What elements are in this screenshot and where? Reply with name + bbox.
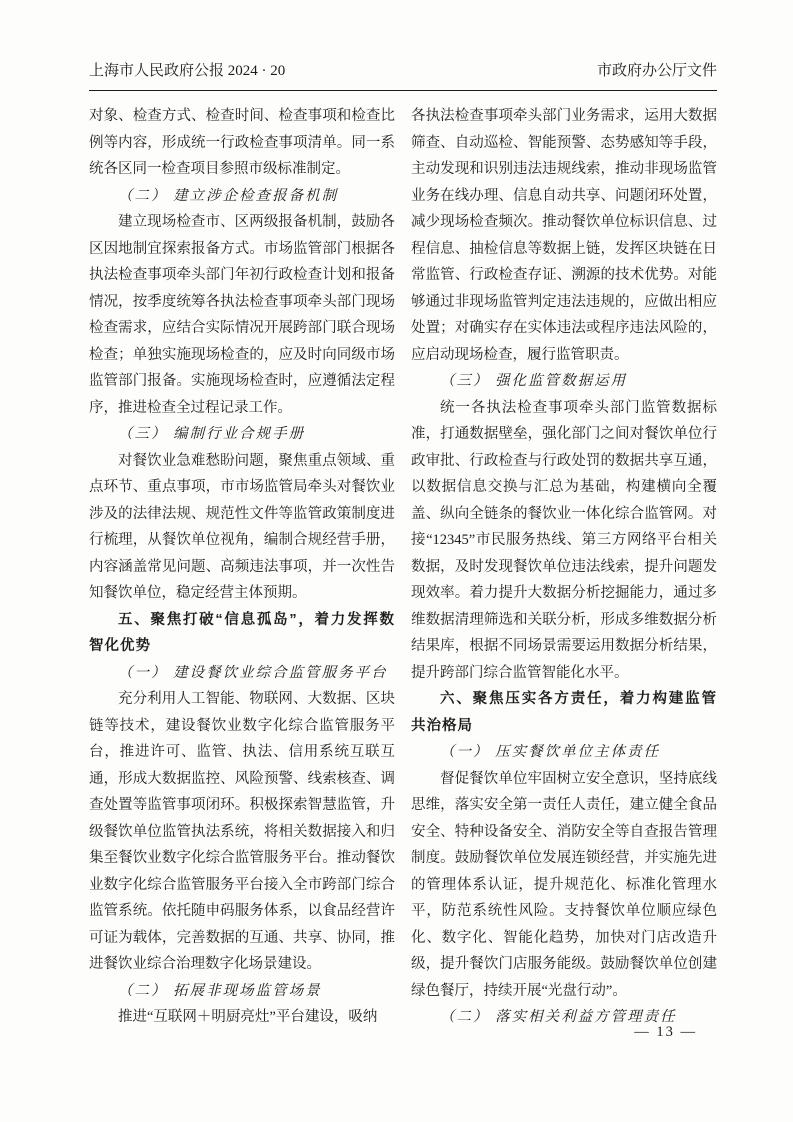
section-heading: 五、聚焦打破“信息孤岛”，着力发挥数智化优势	[89, 611, 395, 654]
right-column	[411, 103, 717, 1041]
document-body	[89, 103, 717, 1041]
page-header	[89, 60, 717, 90]
gazette-title: 上海市人民政府公报 2024 · 20	[89, 63, 286, 79]
section-heading: 六、聚焦压实各方责任，着力构建监管共治格局	[411, 691, 717, 734]
section-subheading: （三） 编制行业合规手册	[118, 426, 306, 442]
section-subheading: （二） 建立涉企检查报备机制	[118, 187, 339, 204]
paragraph: 统一各执法检查事项牵头部门监管数据标准，打通数据壁垒，强化部门之间对餐饮单位行政审批、行政检查与行政处罚的数据共享互通，以数据信息交换与汇总为基础，构建横向全覆盖、纵向全链条的餐饮业一体化综合监管网。对接“12345”市民服务热线、第三方网络平台相关数据，及时发现餐饮单位违法线索，提升问题发现效率。着力提升大数据分析挖掘能力，通过多维数据清理筛选和关联分析，形成多维数据分析结果库，根据不同场景需要运用数据分析结果，提升跨部门综合监管智能化水平。	[411, 399, 717, 681]
paragraph: 对象、检查方式、检查时间、检查事项和检查比例等内容，形成统一行政检查事项清单。同一系统各区同一检查项目参照市级标准制定。	[89, 108, 395, 177]
paragraph: 对餐饮业急难愁盼问题，聚焦重点领域、重点环节、重点事项，市市场监管局牵头对餐饮业涉及的法律法规、规范性文件等监管政策制度进行梳理，从餐饮单位视角，编制合规经营手册，内容涵盖常见问题、高频违法事项，并一次性告知餐饮单位，稳定经营主体预期。	[89, 452, 395, 601]
section-subheading: （一） 压实餐饮单位主体责任	[440, 744, 661, 760]
paragraph: 充分利用人工智能、物联网、大数据、区块链等技术，建设餐饮业数字化综合监管服务平台，推进许可、监管、执法、信用系统互联互通，形成大数据监控、风险预警、线索核查、调查处置等监管事项闭环。积极探索智慧监管，升级餐饮单位监管执法系统，将相关数据接入和归集至餐饮业数字化综合监管服务平台。推动餐饮业数字化综合监管服务平台接入全市跨部门综合监管系统。依托随申码服务体系，以食品经营许可证为载体，完善数据的互通、共享、协同，推进餐饮业综合治理数字化场景建设。	[89, 691, 395, 972]
page-number: — 13 —	[634, 1024, 697, 1040]
header-rule	[89, 90, 717, 91]
section-subheading: （二） 拓展非现场监管场景	[118, 982, 322, 999]
page-content	[89, 60, 717, 1041]
section-subheading: （二） 落实相关利益方管理责任	[440, 1009, 677, 1025]
paragraph: 建立现场检查市、区两级报备机制，鼓励各区因地制宜探索报备方式。市场监管部门根据各执法检查事项牵头部门年初行政检查计划和报备情况，按季度统筹各执法检查事项牵头部门现场检查需求，应结合实际情况开展跨部门联合现场检查；单独实施现场检查的，应及时向同级市场监管部门报备。实施现场检查时，应遵循法定程序，推进检查全过程记录工作。	[89, 214, 395, 416]
paragraph: 督促餐饮单位牢固树立安全意识，坚持底线思维，落实安全第一责任人责任，建立健全食品安全、特种设备安全、消防安全等自查报告管理制度。鼓励餐饮单位发展连锁经营，并实施先进的管理体系认证，提升规范化、标准化管理水平，防范系统性风险。支持餐饮单位顺应绿色化、数字化、智能化趋势，加快对门店改造升级，提升餐饮门店服务能级。鼓励餐饮单位创建绿色餐厅，持续开展“光盘行动”。	[411, 770, 717, 999]
section-subheading: （一） 建设餐饮业综合监管服务平台	[118, 664, 388, 681]
left-column	[89, 103, 395, 1041]
section-subheading: （三） 强化监管数据运用	[440, 373, 628, 389]
paragraph: 各执法检查事项牵头部门业务需求，运用大数据筛查、自动巡检、智能预警、态势感知等手段，主动发现和识别违法违规线索，推动非现场监管业务在线办理、信息自动共享、问题闭环处置，减少现场检查频次。推动餐饮单位标识信息、过程信息、抽检信息等数据上链，发挥区块链在日常监管、行政检查存证、溯源的技术优势。对能够通过非现场监管判定违法违规的，应做出相应处置；对确实存在实体违法或程序违法风险的，应启动现场检查，履行监管职责。	[411, 108, 717, 363]
paragraph: 推进“互联网＋明厨亮灶”平台建设，吸纳	[118, 1009, 378, 1025]
document-category: 市政府办公厅文件	[596, 63, 717, 79]
